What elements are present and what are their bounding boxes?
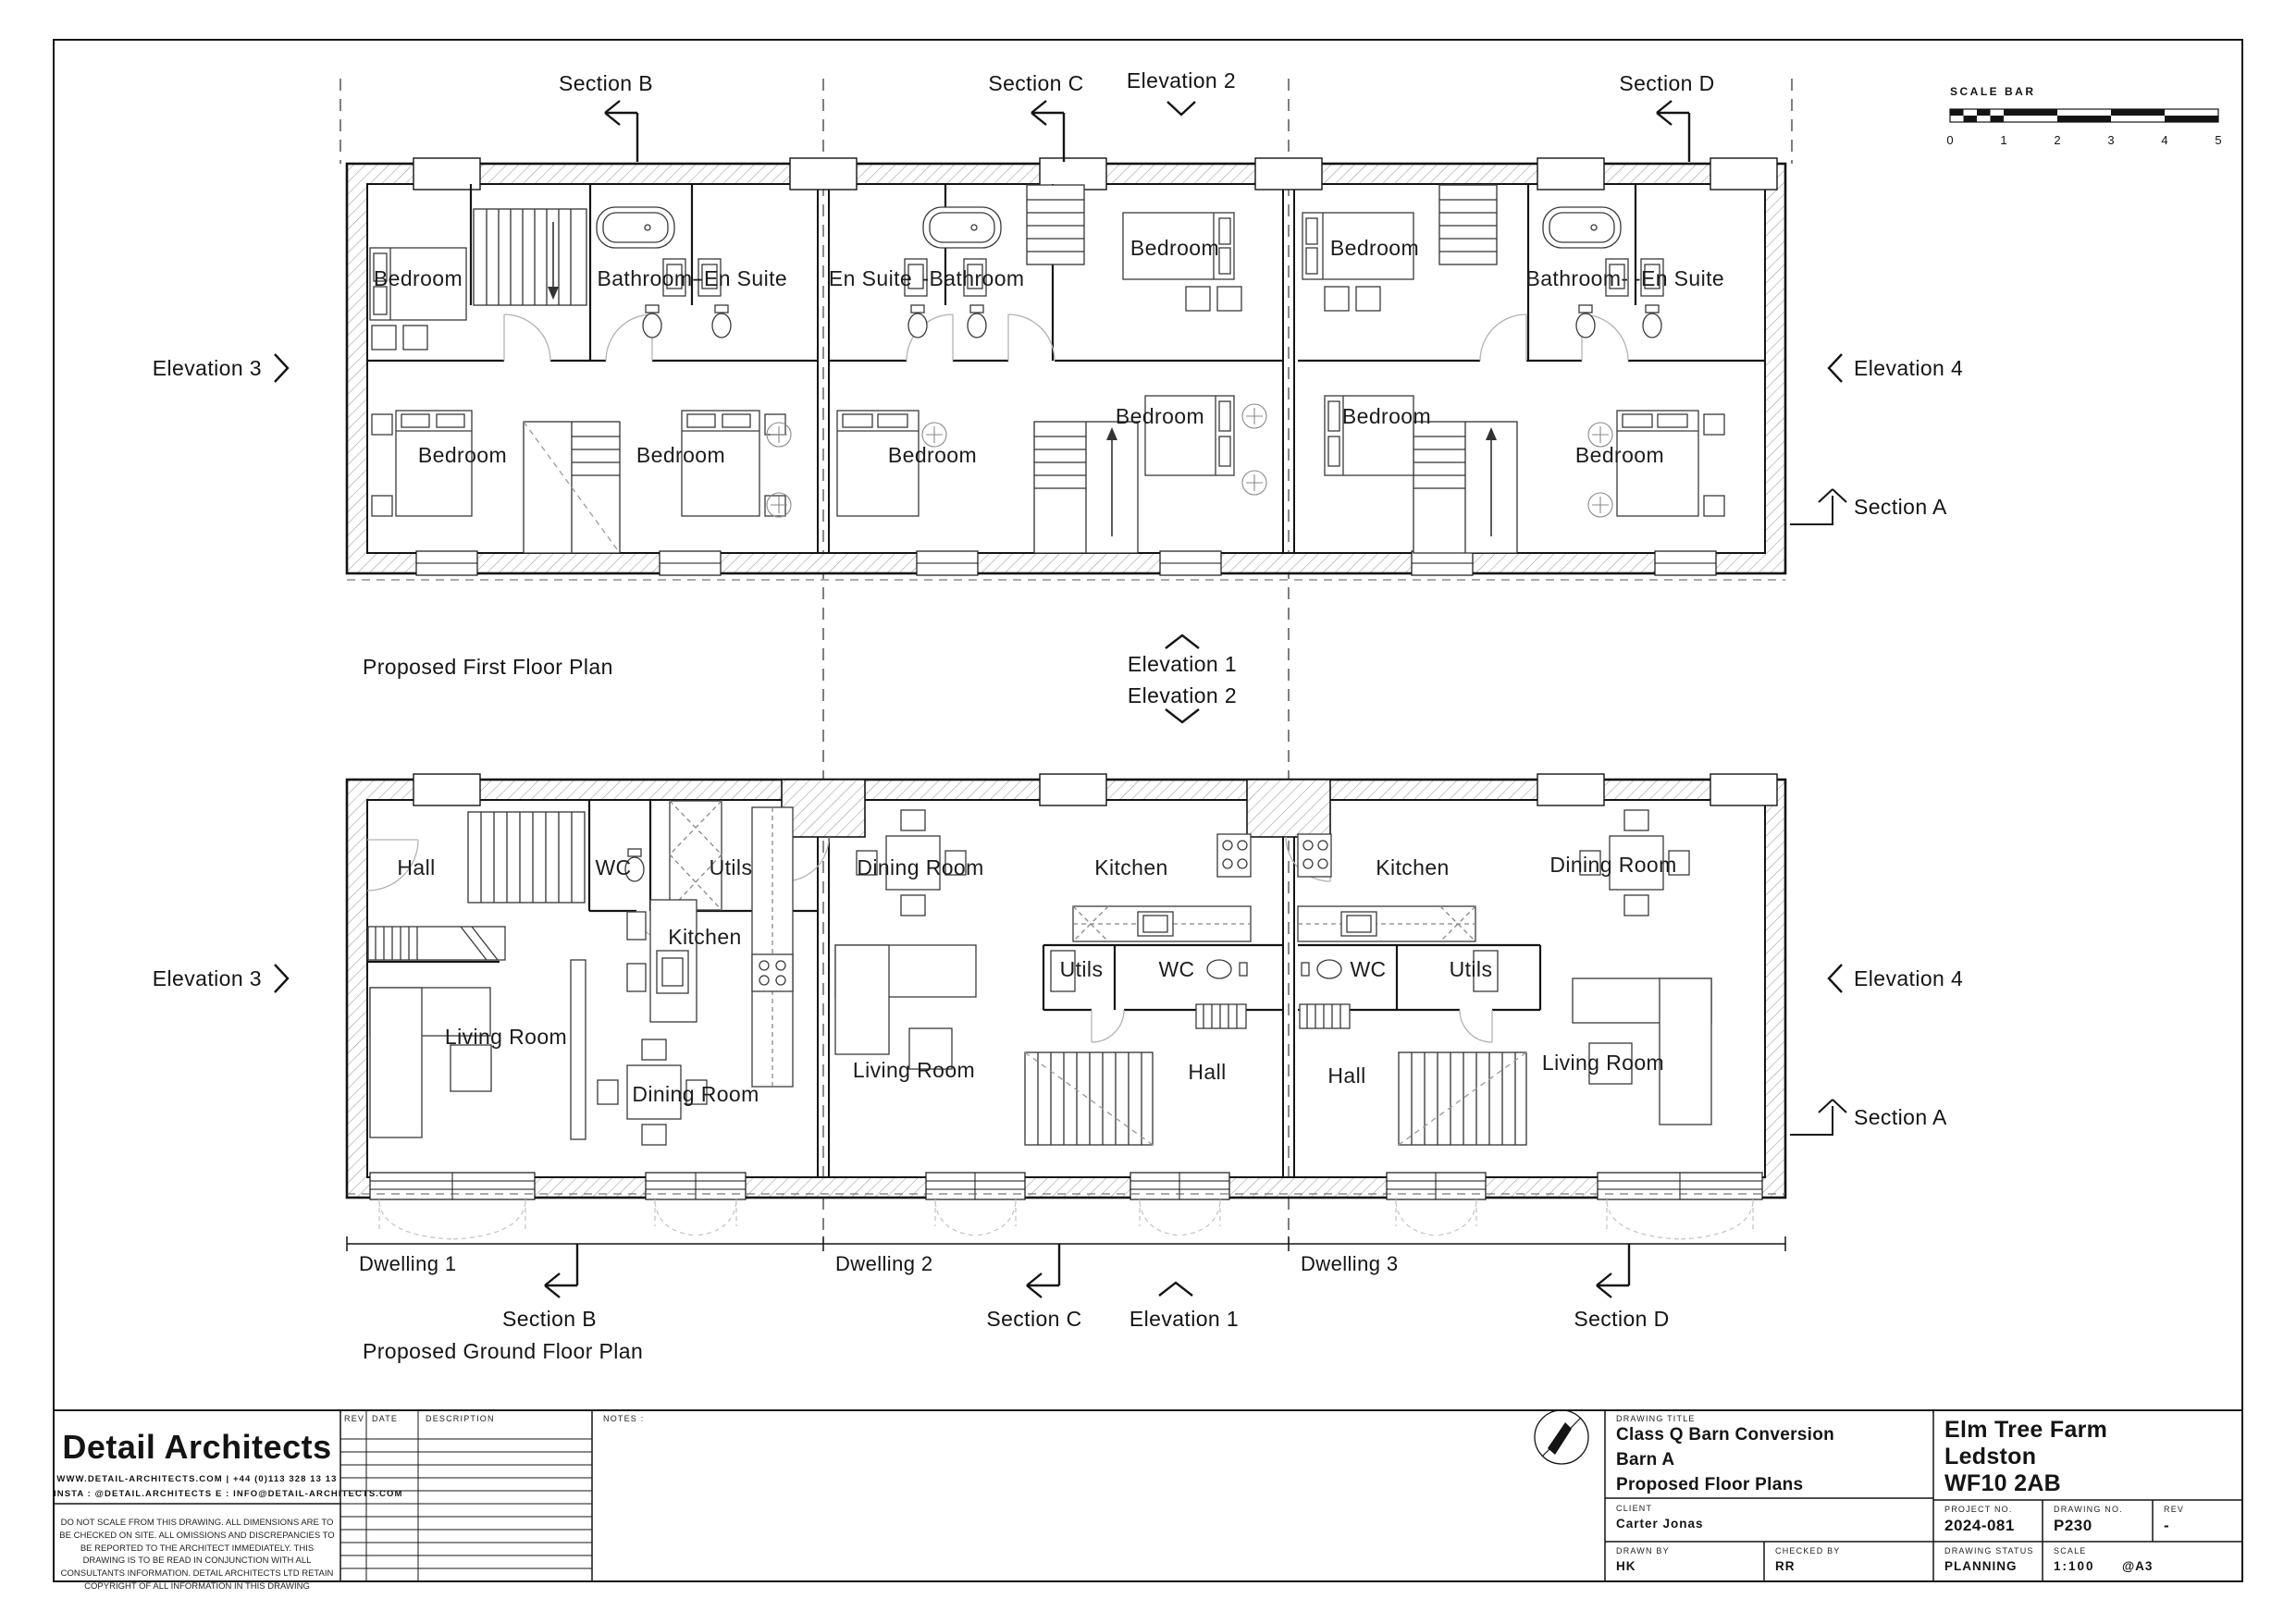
room-label: Dining Room (857, 855, 984, 879)
room-label: Hall (1327, 1064, 1366, 1088)
room-label: Dining Room (632, 1082, 759, 1106)
room-label: Kitchen (1094, 855, 1168, 879)
dwelling-2-label: Dwelling 2 (835, 1252, 933, 1275)
dwelling-1-label: Dwelling 1 (359, 1252, 457, 1275)
ground-floor-plan-title: Proposed Ground Floor Plan (363, 1339, 644, 1363)
scale-tick-label: 1 (2000, 133, 2007, 147)
elevation-1-bottom-label: Elevation 1 (1129, 1307, 1240, 1331)
ground-floor-plan (347, 774, 1785, 1239)
scale-tick-label: 2 (2054, 133, 2061, 147)
company-disclaimer: DO NOT SCALE FROM THIS DRAWING. ALL DIMENSIONS ARE TO BE CHECKED ON SITE. ALL OMISSIONS AND DISCREPANCIES TO BE REPORTED TO THE ARCHITECT IMMEDIATELY. THIS DRAWING IS TO BE READ IN CONJUNCTION WITH ALL CONSULTANTS INFORMATION. DETAIL ARCHITECTS LTD RETAIN COPYRIGHT OF ALL INFORMATION IN THIS DRAWING (59, 1518, 335, 1592)
room-label: Utils (709, 855, 753, 879)
scale-tick-label: 0 (1946, 133, 1954, 147)
room-label: Bedroom (1341, 404, 1432, 428)
notes-label: NOTES : (603, 1414, 645, 1423)
scale-bar (1946, 85, 2221, 147)
room-label: WC (1350, 957, 1387, 981)
drawing-status-label: DRAWING STATUS (1944, 1546, 2034, 1555)
room-label: Living Room (1541, 1051, 1665, 1075)
company-contact-web-phone: WWW.DETAIL-ARCHITECTS.COM | +44 (0)113 328 13 13 (56, 1474, 338, 1484)
description-col-header: DESCRIPTION (426, 1414, 495, 1423)
section-a-ground-label: Section A (1854, 1105, 1947, 1129)
date-col-header: DATE (372, 1414, 399, 1423)
drawing-title-line-2: Barn A (1616, 1450, 1675, 1469)
drawing-no-label: DRAWING NO. (2054, 1505, 2123, 1514)
client-label: CLIENT (1616, 1504, 1653, 1513)
rev-value: - (2164, 1517, 2170, 1534)
room-label: Hall (397, 855, 436, 879)
first-floor-plan-title: Proposed First Floor Plan (363, 655, 613, 679)
room-label: Bedroom (636, 443, 726, 467)
drawing-title-line-3: Proposed Floor Plans (1616, 1475, 1804, 1494)
elevation-3-first-label: Elevation 3 (152, 356, 262, 380)
elevation-3-ground-label: Elevation 3 (152, 966, 262, 990)
rev-col-header: REV (344, 1414, 365, 1423)
elevation-2-mid-label: Elevation 2 (1127, 683, 1238, 707)
project-no-value: 2024-081 (1944, 1517, 2015, 1534)
section-b-top-label: Section B (558, 71, 654, 95)
drawn-by-label: DRAWN BY (1616, 1546, 1670, 1555)
drawing-title-line-1: Class Q Barn Conversion (1616, 1425, 1835, 1445)
elevation-1-mid-label: Elevation 1 (1127, 652, 1238, 676)
room-label: Bedroom (1129, 236, 1220, 260)
project-name-line-3: WF10 2AB (1944, 1470, 2062, 1496)
scale-tick-label: 3 (2107, 133, 2115, 147)
room-label: Kitchen (1376, 855, 1450, 879)
room-label: Living Room (444, 1025, 568, 1049)
room-label: Bedroom (1329, 236, 1420, 260)
scale-bar-ticks (1946, 133, 2221, 147)
room-label: Bathroom- (597, 266, 700, 290)
stairs (524, 422, 620, 553)
elevation-4-first-label: Elevation 4 (1854, 356, 1964, 380)
dwelling-3-label: Dwelling 3 (1301, 1252, 1399, 1275)
room-label: Bedroom (373, 266, 463, 290)
project-name-line-2: Ledston (1944, 1444, 2037, 1469)
room-label: -Bathroom (921, 266, 1025, 290)
room-label: Bedroom (1574, 443, 1665, 467)
room-label: Bedroom (887, 443, 978, 467)
drawing-title-label: DRAWING TITLE (1616, 1414, 1696, 1423)
paper-size-value: @A3 (2122, 1559, 2154, 1573)
room-label: En Suite (828, 266, 913, 290)
room-label: Utils (1059, 957, 1104, 981)
scale-value: 1:100 (2054, 1559, 2095, 1573)
company-contact-social-email: INSTA : @DETAIL.ARCHITECTS E : INFO@DETAIL-ARCHITECTS.COM (54, 1489, 403, 1499)
section-d-bottom-label: Section D (1574, 1307, 1670, 1331)
room-label: Kitchen (668, 925, 742, 949)
drawing-no-value: P230 (2054, 1517, 2092, 1534)
room-label: Bedroom (417, 443, 508, 467)
north-arrow-icon (1535, 1410, 1588, 1464)
checked-by-value: RR (1775, 1559, 1796, 1573)
project-no-label: PROJECT NO. (1944, 1505, 2013, 1514)
scale-tick-label: 4 (2161, 133, 2168, 147)
elevation-4-ground-label: Elevation 4 (1854, 966, 1964, 990)
room-label: -En Suite (1633, 266, 1725, 290)
elevation-2-top-label: Elevation 2 (1126, 68, 1237, 92)
scale-tick-label: 5 (2215, 133, 2222, 147)
room-label: Bedroom (1115, 404, 1205, 428)
room-label: Bathroom- (1525, 266, 1629, 290)
room-label: Living Room (852, 1058, 976, 1082)
first-floor-plan (347, 158, 1785, 580)
rev-label: REV (2164, 1505, 2185, 1514)
room-label: WC (1158, 957, 1195, 981)
section-d-top-label: Section D (1619, 71, 1715, 95)
room-label: Hall (1188, 1060, 1227, 1084)
stairs (474, 209, 586, 305)
scale-bar-label: SCALE BAR (1950, 85, 2036, 98)
room-label: -En Suite (696, 266, 788, 290)
checked-by-label: CHECKED BY (1775, 1546, 1841, 1555)
room-label: WC (595, 855, 632, 879)
drawing-status-value: PLANNING (1944, 1559, 2018, 1573)
company-name: Detail Architects (62, 1428, 332, 1466)
room-label: Dining Room (1549, 853, 1677, 877)
section-b-bottom-label: Section B (501, 1307, 598, 1331)
scale-label: SCALE (2054, 1546, 2087, 1555)
room-label: Utils (1449, 957, 1493, 981)
project-name-line-1: Elm Tree Farm (1944, 1417, 2108, 1443)
drawn-by-value: HK (1616, 1559, 1636, 1573)
section-c-bottom-label: Section C (986, 1307, 1082, 1331)
client-value: Carter Jonas (1616, 1517, 1704, 1531)
section-c-top-label: Section C (988, 71, 1084, 95)
section-a-first-label: Section A (1854, 495, 1947, 519)
